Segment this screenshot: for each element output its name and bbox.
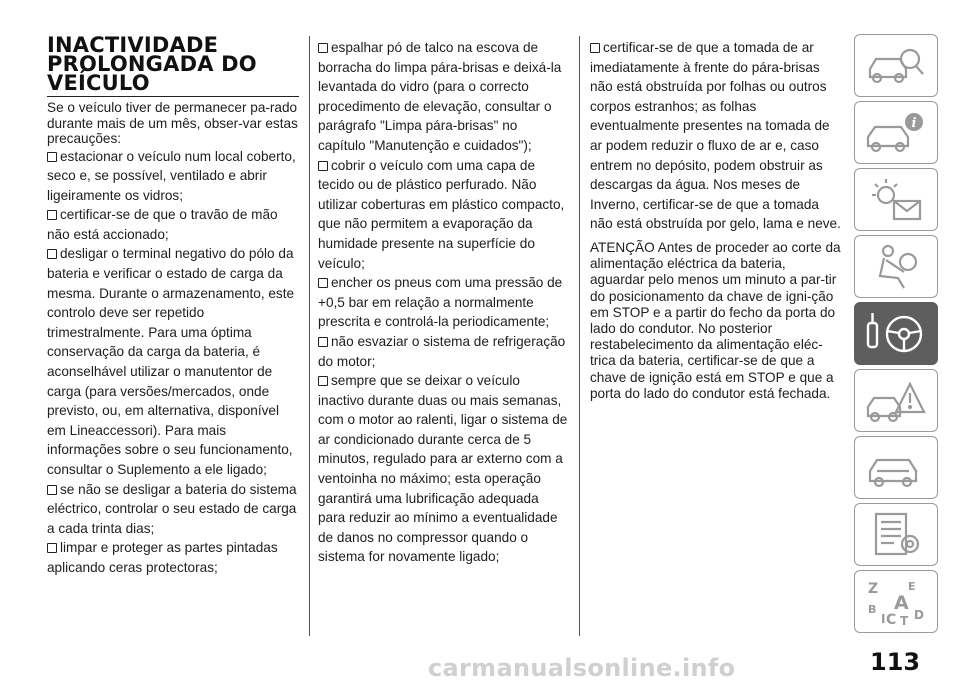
chapter-sidebar: [854, 34, 938, 637]
section-title: [47, 33, 299, 97]
car-info-icon: [864, 108, 928, 158]
specifications-list-icon: [864, 510, 928, 560]
list-item: se não se desligar a bateria do sistema eléctrico, controlar o seu estado de carga a cada trinta dias;: [47, 481, 297, 536]
checkbox-bullet-icon: [47, 485, 57, 495]
svg-text:D: D: [914, 607, 924, 622]
checkbox-bullet-icon: [590, 43, 600, 53]
alphabetical-index-icon: [864, 577, 928, 627]
svg-text:E: E: [908, 579, 916, 593]
checkbox-bullet-icon: [318, 161, 328, 171]
checkbox-bullet-icon: [318, 337, 328, 347]
svg-text:I: I: [881, 611, 886, 626]
tab-seat-airbag[interactable]: [854, 235, 938, 298]
car-warning-triangle-icon: [864, 376, 928, 426]
title-line-2: PROLONGADA DO: [47, 52, 257, 76]
title-line-3: VEÍCULO: [47, 71, 150, 95]
checkbox-bullet-icon: [47, 543, 57, 553]
tab-warning-lights[interactable]: [854, 168, 938, 231]
column-2: [318, 38, 568, 567]
tab-car-info[interactable]: [854, 101, 938, 164]
list-item: desligar o terminal negativo do pólo da bateria e verificar o estado de carga da mesma. Durante o armazenamento, este controlo deve ser repetido trimestralmente. Para uma óptima conservação da carga da bateria, é aconselhável utilizar o manutentor de carga (para versões/mercados, onde previsto, ou, em alternativa, disponível em Lineaccessori). Para mais informações sobre o seu funcionamento, consultar o Suplemento a ele ligado;: [47, 246, 295, 477]
tab-alphabetical-index[interactable]: [854, 570, 938, 633]
warning-lights-icon: [864, 175, 928, 225]
list-item: limpar e proteger as partes pintadas aplicando ceras protectoras;: [47, 540, 278, 575]
tab-car-warning-triangle[interactable]: [854, 369, 938, 432]
checkbox-bullet-icon: [318, 43, 328, 53]
svg-text:i: i: [911, 115, 917, 131]
tab-car-search[interactable]: [854, 34, 938, 97]
checkbox-bullet-icon: [318, 278, 328, 288]
car-service-icon: [864, 443, 928, 493]
tab-specifications[interactable]: [854, 503, 938, 566]
checkbox-bullet-icon: [318, 376, 328, 386]
svg-text:Z: Z: [868, 580, 879, 597]
title-line-1: INACTIVIDADE: [47, 33, 219, 57]
list-item: espalhar pó de talco na escova de borracha do limpa pára-brisas e deixá-la levantada do vidro (para o correcto procedimento de elevação, consultar o parágrafo "Limpa pára-brisas" no capítulo "Manutenção e cuidados");: [318, 40, 562, 153]
svg-text:C: C: [886, 611, 897, 627]
intro-paragraph: Se o veículo tiver de permanecer pa-rado durante mais de um mês, obser-var estas precauções:: [47, 100, 298, 146]
list-item: encher os pneus com uma pressão de +0,5 bar em relação a normalmente prescrita e controlá-la periodicamente;: [318, 275, 563, 330]
column-1: [47, 33, 299, 578]
list-item: certificar-se de que a tomada de ar imediatamente à frente do pára-brisas não está obstruída por folhas ou outros corpos estranhos; as folhas eventualmente presentes na tomada de ar podem reduzir o fluxo de ar e, caso entrem no depósito, podem obstruir as descargas da água. Nos meses de Inverno, certificar-se de que a tomada não está obstruída por gelo, lama e neve.: [590, 40, 841, 232]
seat-airbag-icon: [864, 242, 928, 292]
tab-key-steering-wheel[interactable]: [854, 302, 938, 365]
checkbox-bullet-icon: [47, 152, 57, 162]
column-divider: [579, 36, 580, 636]
checkbox-bullet-icon: [47, 249, 57, 259]
svg-text:B: B: [868, 602, 877, 616]
warning-note: ATENÇÃO Antes de proceder ao corte da alimentação eléctrica da bateria, aguardar pelo menos um minuto a par-tir do posicionamento da chave de igni-ção em STOP e a partir do fecho da porta do lado do condutor. No posterior restabelecimento da alimentação eléc-trica da bateria, certificar-se de que a chave de ignição está em STOP e que a porta do lado do condutor está fechada.: [590, 239, 841, 401]
watermark: carmanualsonline.info: [428, 654, 736, 682]
svg-text:T: T: [900, 613, 909, 627]
tab-car-service[interactable]: [854, 436, 938, 499]
list-item: cobrir o veículo com uma capa de tecido ou de plástico perfurado. Não utilizar coberturas em plástico compacto, que não permitem a evaporação da humidade presente na superfície do veículo;: [318, 157, 565, 271]
car-search-icon: [864, 41, 928, 91]
list-item: certificar-se de que o travão de mão não está accionado;: [47, 207, 278, 242]
list-item: estacionar o veículo num local coberto, seco e, se possível, ventilado e abrir ligeiramente os vidros;: [47, 148, 296, 203]
key-steering-wheel-icon: [864, 309, 928, 359]
svg-text:A: A: [894, 591, 909, 614]
column-3: [590, 38, 842, 402]
checkbox-bullet-icon: [47, 210, 57, 220]
list-item: sempre que se deixar o veículo inactivo durante duas ou mais semanas, com o motor ao ralenti, ligar o sistema de ar condicionado durante cerca de 5 minutos, regulado para ar externo com a ventoinha no máximo; esta operação garantirá uma lubrificação adequada para reduzir ao mínimo a eventualidade de danos no compressor quando o sistema for novamente ligado;: [318, 373, 568, 565]
column-divider: [309, 36, 310, 636]
page-number: 113: [870, 648, 921, 676]
list-item: não esvaziar o sistema de refrigeração do motor;: [318, 333, 566, 369]
